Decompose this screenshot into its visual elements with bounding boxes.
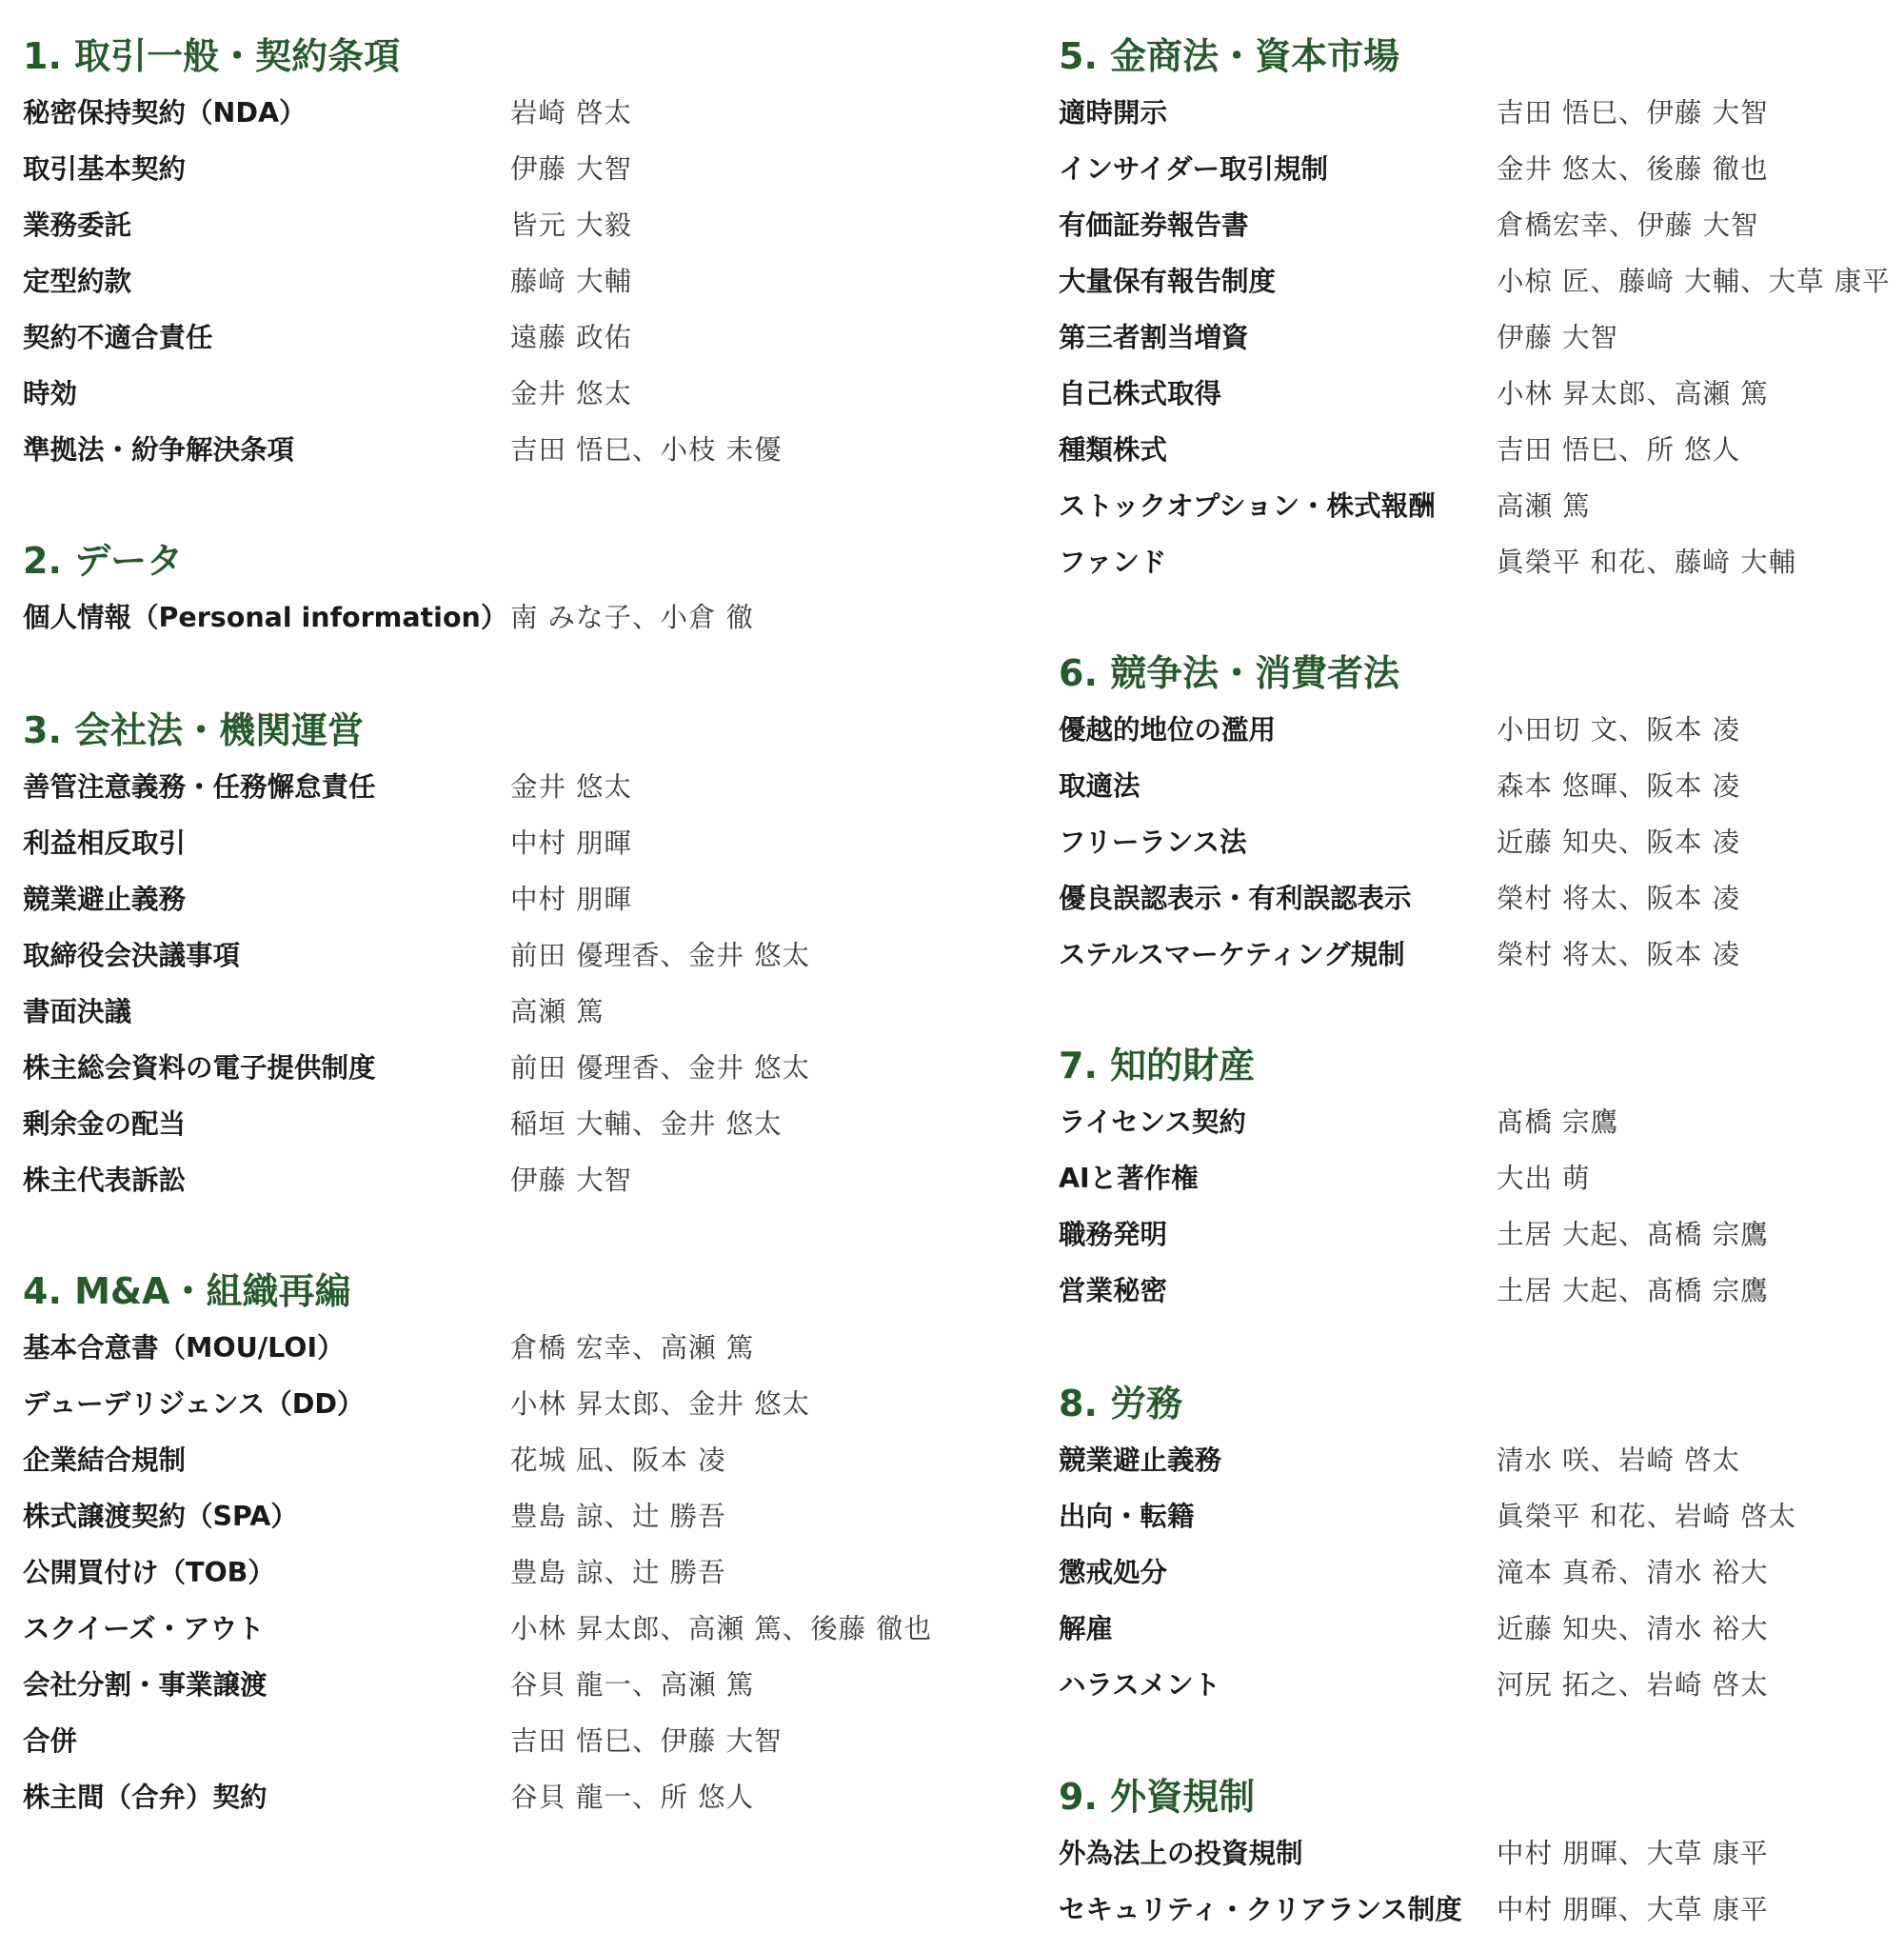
- practice-topic: 懲戒処分: [1059, 1557, 1168, 1588]
- practice-topic: インサイダー取引規制: [1059, 153, 1329, 185]
- lawyer-names: 小林 昇太郎、高瀬 篤、後藤 徹也: [510, 1613, 933, 1644]
- practice-row: [23, 422, 1032, 478]
- lawyer-names: 遠藤 政佑: [510, 322, 633, 353]
- lawyer-names: 倉橋宏幸、伊藤 大智: [1497, 209, 1759, 241]
- practice-row: [23, 141, 1032, 197]
- lawyer-names: 藤﨑 大輔: [510, 266, 633, 297]
- section-heading: 4. M&A・組織再編: [23, 1270, 351, 1312]
- practice-row: [1059, 478, 1904, 534]
- lawyer-names: 小田切 文、阪本 凌: [1497, 714, 1741, 746]
- section-1-left: [23, 29, 1032, 478]
- practice-row: [1059, 1882, 1904, 1938]
- practice-row: [1059, 1150, 1904, 1206]
- lawyer-names: 中村 朋暉: [510, 827, 633, 859]
- lawyer-names: 前田 優理香、金井 悠太: [510, 940, 811, 971]
- practice-topic: 秘密保持契約（NDA）: [23, 97, 307, 129]
- practice-topic: 解雇: [1059, 1613, 1114, 1644]
- practice-row: [23, 759, 1032, 815]
- lawyer-names: 吉田 悟巳、伊藤 大智: [1497, 97, 1769, 129]
- section-1-right: [1059, 29, 1904, 590]
- practice-topic: 定型約款: [23, 266, 132, 297]
- practice-topic: 種類株式: [1059, 434, 1168, 466]
- lawyer-names: 金井 悠太、後藤 徹也: [1497, 153, 1769, 185]
- section-4-left: [23, 1264, 1032, 1825]
- practice-row: [1059, 1544, 1904, 1601]
- lawyer-names: 伊藤 大智: [510, 1165, 633, 1196]
- section-2-right: [1059, 646, 1904, 983]
- practice-topic: 個人情報（Personal information）: [23, 602, 508, 633]
- practice-topic: 株主代表訴訟: [23, 1165, 187, 1196]
- section-heading: 1. 取引一般・契約条項: [23, 35, 401, 77]
- practice-topic: セキュリティ・クリアランス制度: [1059, 1894, 1462, 1925]
- lawyer-names: 小林 昇太郎、金井 悠太: [510, 1388, 811, 1420]
- practice-topic: 合併: [23, 1725, 78, 1757]
- practice-row: [23, 366, 1032, 422]
- lawyer-names: 眞榮平 和花、藤﨑 大輔: [1497, 547, 1797, 578]
- practice-topic: 企業結合規制: [23, 1444, 187, 1476]
- practice-row: [1059, 1206, 1904, 1263]
- practice-row: [23, 589, 1032, 646]
- lawyer-names: 金井 悠太: [510, 378, 633, 409]
- section-heading: 7. 知的財産: [1059, 1045, 1256, 1086]
- lawyer-names: 榮村 将太、阪本 凌: [1497, 883, 1741, 914]
- practice-row: [23, 85, 1032, 141]
- practice-row: [1059, 1657, 1904, 1713]
- practice-topic: デューデリジェンス（DD）: [23, 1388, 365, 1420]
- section-3-left: [23, 703, 1032, 1208]
- lawyer-names: 眞榮平 和花、岩崎 啓太: [1497, 1501, 1797, 1532]
- practice-topic: 株主総会資料の電子提供制度: [23, 1052, 376, 1084]
- lawyer-names: 谷貝 龍一、高瀬 篤: [510, 1669, 755, 1701]
- practice-topic: 優良誤認表示・有利誤認表示: [1059, 883, 1412, 914]
- practice-topic: 利益相反取引: [23, 827, 187, 859]
- lawyer-names: 吉田 悟巳、小枝 未優: [510, 434, 783, 466]
- practice-row: [1059, 926, 1904, 983]
- lawyer-names: 皆元 大毅: [510, 209, 633, 241]
- practice-topic: 業務委託: [23, 209, 132, 241]
- practice-row: [1059, 1263, 1904, 1319]
- practice-row: [1059, 702, 1904, 758]
- section-heading: 2. データ: [23, 540, 184, 582]
- lawyer-names: 中村 朋暉、大草 康平: [1497, 1894, 1769, 1925]
- practice-topic: 自己株式取得: [1059, 378, 1222, 409]
- lawyer-names: 近藤 知央、阪本 凌: [1497, 827, 1741, 858]
- lawyer-names: 谷貝 龍一、所 悠人: [510, 1782, 755, 1813]
- lawyer-names: 吉田 悟巳、所 悠人: [1497, 434, 1741, 466]
- practice-row: [1059, 197, 1904, 253]
- practice-row: [23, 1769, 1032, 1825]
- practice-topic: ファンド: [1059, 547, 1167, 578]
- practice-row: [1059, 1825, 1904, 1882]
- practice-topic: 出向・転籍: [1059, 1501, 1195, 1532]
- practice-topic: 第三者割当増資: [1059, 322, 1249, 353]
- practice-topic: 書面決議: [23, 996, 132, 1027]
- practice-row: [23, 197, 1032, 253]
- lawyer-names: 大出 萌: [1497, 1163, 1591, 1194]
- lawyer-names: 伊藤 大智: [1497, 322, 1619, 353]
- practice-topic: 株式譲渡契約（SPA）: [23, 1501, 298, 1532]
- lawyer-names: 小椋 匠、藤﨑 大輔、大草 康平: [1497, 266, 1891, 297]
- practice-topic: 公開買付け（TOB）: [23, 1557, 275, 1588]
- practice-topic: ハラスメント: [1059, 1669, 1221, 1701]
- practice-row: [23, 927, 1032, 984]
- lawyer-names: 豊島 諒、辻 勝吾: [510, 1501, 726, 1532]
- lawyer-names: 岩崎 啓太: [510, 97, 633, 129]
- lawyer-names: 土居 大起、髙橋 宗鷹: [1497, 1219, 1769, 1250]
- lawyer-names: 金井 悠太: [510, 771, 633, 803]
- practice-topic: 善管注意義務・任務懈怠責任: [23, 771, 376, 803]
- practice-row: [23, 1432, 1032, 1488]
- practice-topic: 契約不適合責任: [23, 322, 213, 353]
- lawyer-names: 清水 咲、岩崎 啓太: [1497, 1444, 1741, 1476]
- practice-topic: 営業秘密: [1059, 1275, 1168, 1306]
- practice-row: [23, 815, 1032, 871]
- practice-topic: 取適法: [1059, 770, 1140, 802]
- practice-row: [1059, 758, 1904, 814]
- practice-topic: スクイーズ・アウト: [23, 1613, 265, 1644]
- practice-row: [1059, 534, 1904, 590]
- practice-row: [1059, 814, 1904, 870]
- lawyer-names: 滝本 真希、清水 裕大: [1497, 1557, 1769, 1588]
- lawyer-names: 中村 朋暉、大草 康平: [1497, 1838, 1769, 1869]
- practice-row: [1059, 141, 1904, 197]
- practice-topic: 基本合意書（MOU/LOI）: [23, 1332, 345, 1364]
- practice-row: [23, 984, 1032, 1040]
- lawyer-names: 高瀬 篤: [1497, 490, 1591, 522]
- practice-row: [23, 1601, 1032, 1657]
- practice-row: [23, 309, 1032, 366]
- practice-row: [23, 1040, 1032, 1096]
- practice-topic: ライセンス契約: [1059, 1106, 1246, 1138]
- practice-row: [23, 1152, 1032, 1208]
- lawyer-names: 森本 悠暉、阪本 凌: [1497, 770, 1741, 802]
- practice-topic: 外為法上の投資規制: [1059, 1838, 1303, 1869]
- practice-row: [23, 871, 1032, 927]
- practice-row: [23, 1320, 1032, 1376]
- practice-row: [23, 1713, 1032, 1769]
- practice-topic: 株主間（合弁）契約: [23, 1782, 268, 1813]
- section-heading: 8. 労務: [1059, 1383, 1183, 1424]
- lawyer-names: 吉田 悟巳、伊藤 大智: [510, 1725, 783, 1757]
- practice-topic: 取引基本契約: [23, 153, 187, 185]
- section-4-right: [1059, 1376, 1904, 1713]
- practice-topic: 取締役会決議事項: [23, 940, 241, 971]
- practice-row: [1059, 85, 1904, 141]
- lawyer-names: 土居 大起、髙橋 宗鷹: [1497, 1275, 1769, 1306]
- lawyer-names: 近藤 知央、清水 裕大: [1497, 1613, 1769, 1644]
- practice-row: [1059, 422, 1904, 478]
- lawyer-names: 河尻 拓之、岩崎 啓太: [1497, 1669, 1769, 1701]
- lawyer-names: 前田 優理香、金井 悠太: [510, 1052, 811, 1084]
- practice-row: [1059, 1432, 1904, 1488]
- practice-topic: 競業避止義務: [23, 884, 187, 915]
- practice-topic: 剰余金の配当: [23, 1108, 187, 1140]
- lawyer-names: 伊藤 大智: [510, 153, 633, 185]
- lawyer-names: 榮村 将太、阪本 凌: [1497, 939, 1741, 970]
- lawyer-names: 髙橋 宗鷹: [1497, 1106, 1619, 1138]
- practice-topic: 会社分割・事業譲渡: [23, 1669, 268, 1701]
- practice-topic: 有価証券報告書: [1059, 209, 1249, 241]
- section-2-left: [23, 533, 1032, 646]
- practice-row: [1059, 1488, 1904, 1544]
- practice-row: [1059, 1601, 1904, 1657]
- lawyer-names: 花城 凪、阪本 凌: [510, 1444, 726, 1476]
- practice-topic: 時効: [23, 378, 78, 409]
- section-5-right: [1059, 1769, 1904, 1938]
- lawyer-names: 倉橋 宏幸、高瀬 篤: [510, 1332, 755, 1364]
- section-heading: 3. 会社法・機関運営: [23, 709, 365, 751]
- practice-topic: 大量保有報告制度: [1059, 266, 1277, 297]
- lawyer-names: 南 みな子、小倉 徹: [510, 602, 755, 633]
- lawyer-names: 小林 昇太郎、高瀬 篤: [1497, 378, 1769, 409]
- lawyer-names: 高瀬 篤: [510, 996, 605, 1027]
- section-3-right: [1059, 1038, 1904, 1319]
- practice-topic: 職務発明: [1059, 1219, 1168, 1250]
- practice-topic: フリーランス法: [1059, 827, 1247, 858]
- lawyer-names: 豊島 諒、辻 勝吾: [510, 1557, 726, 1588]
- practice-row: [23, 1488, 1032, 1544]
- practice-topic: 優越的地位の濫用: [1059, 714, 1277, 746]
- practice-topic: ステルスマーケティング規制: [1059, 939, 1405, 970]
- practice-row: [23, 1544, 1032, 1601]
- practice-row: [1059, 309, 1904, 366]
- practice-row: [23, 1376, 1032, 1432]
- practice-topic: ストックオプション・株式報酬: [1059, 490, 1436, 522]
- practice-row: [1059, 253, 1904, 309]
- lawyer-names: 稲垣 大輔、金井 悠太: [510, 1108, 783, 1140]
- section-heading: 9. 外資規制: [1059, 1776, 1256, 1818]
- practice-topic: 適時開示: [1059, 97, 1168, 129]
- section-heading: 6. 競争法・消費者法: [1059, 652, 1400, 694]
- section-heading: 5. 金商法・資本市場: [1059, 35, 1400, 77]
- practice-row: [23, 1096, 1032, 1152]
- practice-row: [1059, 366, 1904, 422]
- lawyer-names: 中村 朋暉: [510, 884, 633, 915]
- practice-topic: AIと著作権: [1059, 1163, 1199, 1194]
- practice-topic: 準拠法・紛争解決条項: [23, 434, 295, 466]
- practice-row: [1059, 1094, 1904, 1150]
- practice-topic: 競業避止義務: [1059, 1444, 1222, 1476]
- practice-row: [23, 253, 1032, 309]
- practice-row: [1059, 870, 1904, 926]
- practice-row: [23, 1657, 1032, 1713]
